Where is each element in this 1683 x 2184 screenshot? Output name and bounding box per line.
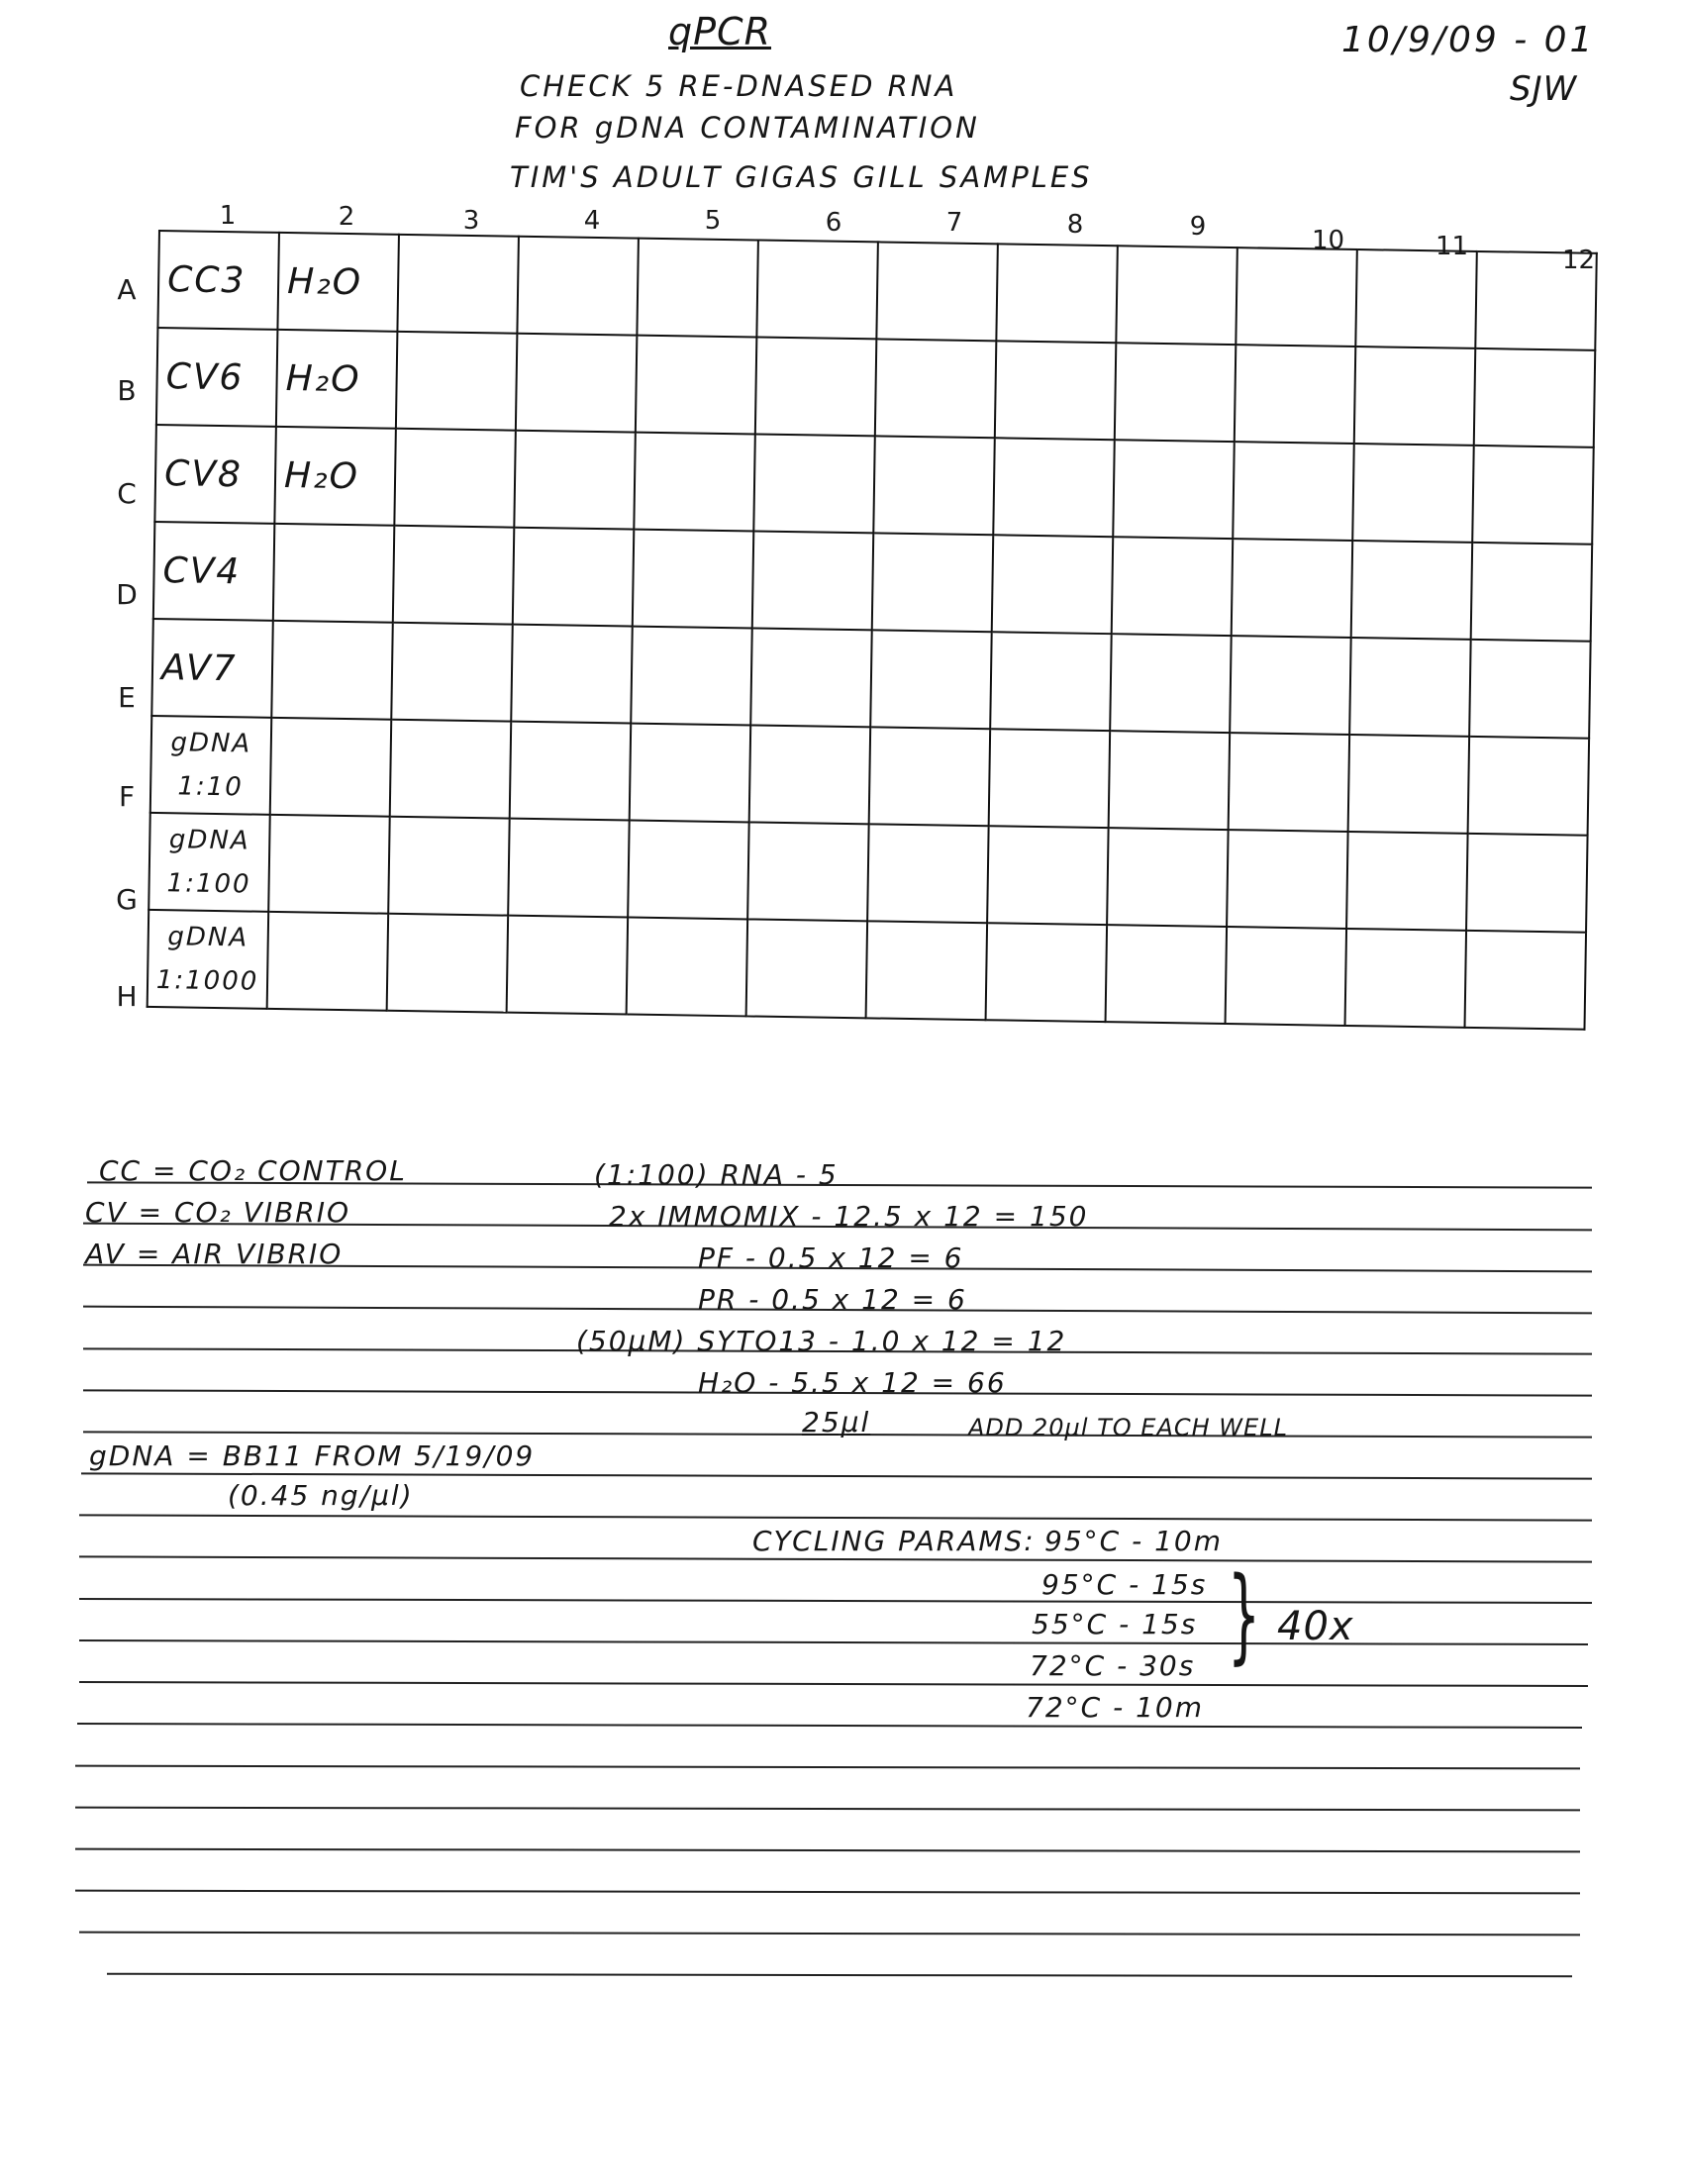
well-d8 xyxy=(992,535,1114,634)
well-a6 xyxy=(756,241,878,340)
well-f5 xyxy=(630,724,751,823)
recipe-line-5: (50μM) SYTO13 - 1.0 x 12 = 12 xyxy=(576,1325,1067,1357)
well-e3 xyxy=(391,623,513,722)
well-e6 xyxy=(750,628,872,727)
well-f12 xyxy=(1468,737,1590,836)
well-f11 xyxy=(1348,735,1470,834)
well-g9 xyxy=(1107,828,1229,927)
cycling-step-3: 55°C - 15s xyxy=(1032,1608,1198,1640)
well-d5 xyxy=(633,530,754,629)
subtitle-line-2: FOR gDNA CONTAMINATION xyxy=(515,111,980,145)
recipe-line-3: PF - 0.5 x 12 = 6 xyxy=(698,1241,964,1274)
well-f2 xyxy=(270,718,392,817)
legend-av: AV = AIR VIBRIO xyxy=(85,1238,344,1270)
well-c1: CV8 xyxy=(154,425,276,524)
column-header-2: 2 xyxy=(338,202,355,232)
ruled-line xyxy=(77,1723,1582,1729)
well-e10 xyxy=(1230,636,1351,735)
well-a5 xyxy=(637,239,758,338)
well-h1-line1: gDNA xyxy=(167,922,249,953)
recipe-line-2: 2x IMMOMIX - 12.5 x 12 = 150 xyxy=(609,1200,1089,1233)
well-b8 xyxy=(995,341,1117,440)
subtitle-line-1: CHECK 5 RE-DNASED RNA xyxy=(520,69,958,103)
cycling-repeat: 40x xyxy=(1277,1604,1354,1649)
well-f4 xyxy=(510,722,632,821)
well-h8 xyxy=(986,923,1108,1022)
column-header-5: 5 xyxy=(704,206,722,236)
date-label: 10/9/09 - 01 xyxy=(1341,20,1596,60)
well-d2 xyxy=(273,524,395,623)
column-header-10: 10 xyxy=(1312,226,1345,255)
well-c8 xyxy=(993,438,1115,537)
well-e7 xyxy=(870,630,992,729)
well-g3 xyxy=(388,817,510,916)
well-h4 xyxy=(507,916,629,1015)
cycling-step-4: 72°C - 30s xyxy=(1030,1649,1196,1682)
well-d3 xyxy=(393,526,515,625)
well-f6 xyxy=(749,725,871,824)
well-f8 xyxy=(989,729,1111,828)
well-a7 xyxy=(876,242,998,341)
well-d12 xyxy=(1471,543,1593,642)
well-c10 xyxy=(1233,442,1354,541)
well-c2: H₂O xyxy=(274,427,396,526)
plate-column-headers xyxy=(158,198,1622,275)
well-e1: AV7 xyxy=(151,619,273,718)
well-c11 xyxy=(1352,444,1474,543)
well-d4 xyxy=(513,528,635,627)
well-c4 xyxy=(514,431,636,530)
well-h9 xyxy=(1106,925,1228,1024)
well-c9 xyxy=(1113,440,1235,539)
column-header-11: 11 xyxy=(1436,232,1469,261)
well-a1: CC3 xyxy=(157,231,279,330)
well-b7 xyxy=(875,339,997,438)
well-g7 xyxy=(867,824,989,923)
recipe-instruction: ADD 20μl TO EACH WELL xyxy=(968,1414,1288,1441)
well-f1-line1: gDNA xyxy=(170,728,252,759)
well-b12 xyxy=(1474,348,1596,447)
page-title: qPCR xyxy=(668,10,771,53)
well-b1: CV6 xyxy=(156,328,278,427)
initials-label: SJW xyxy=(1510,69,1578,109)
row-header-d: D xyxy=(116,578,138,611)
well-a9 xyxy=(1116,246,1238,345)
well-f7 xyxy=(869,727,991,826)
well-d6 xyxy=(752,531,874,630)
well-b9 xyxy=(1115,343,1237,442)
well-b5 xyxy=(636,336,757,435)
column-header-4: 4 xyxy=(583,206,601,236)
well-h2 xyxy=(267,912,389,1011)
well-g4 xyxy=(508,819,630,918)
well-h5 xyxy=(627,918,748,1017)
recipe-line-4: PR - 0.5 x 12 = 6 xyxy=(698,1283,967,1316)
cycling-brace: } xyxy=(1228,1554,1261,1675)
well-h10 xyxy=(1226,927,1347,1026)
well-e5 xyxy=(631,627,752,726)
well-c5 xyxy=(634,433,755,532)
well-h12 xyxy=(1465,931,1587,1030)
well-d10 xyxy=(1232,539,1353,638)
well-g6 xyxy=(747,822,869,921)
ruled-line xyxy=(79,1639,1588,1645)
column-header-9: 9 xyxy=(1189,212,1207,242)
well-a3 xyxy=(397,235,519,334)
well-f1 xyxy=(150,716,272,815)
well-g1 xyxy=(148,813,270,912)
well-e9 xyxy=(1110,634,1232,733)
row-header-a: A xyxy=(117,273,137,306)
legend-gdna-line2: (0.45 ng/μl) xyxy=(228,1479,414,1512)
ruled-line xyxy=(75,1765,1580,1770)
well-e4 xyxy=(511,625,633,724)
well-c6 xyxy=(753,434,875,533)
ruled-line xyxy=(79,1932,1580,1936)
well-e12 xyxy=(1469,640,1591,739)
recipe-line-6: H₂O - 5.5 x 12 = 66 xyxy=(698,1366,1007,1399)
ruled-line xyxy=(75,1848,1580,1853)
well-b10 xyxy=(1235,345,1356,444)
well-c12 xyxy=(1472,446,1594,545)
well-e2 xyxy=(271,621,393,720)
well-b4 xyxy=(516,334,638,433)
well-b6 xyxy=(755,338,877,437)
row-header-b: B xyxy=(117,374,137,407)
well-a4 xyxy=(517,237,639,336)
well-g5 xyxy=(628,821,749,920)
well-a2: H₂O xyxy=(277,233,399,332)
well-d7 xyxy=(872,533,994,632)
well-e8 xyxy=(990,632,1112,731)
well-b2: H₂O xyxy=(276,330,398,429)
well-d9 xyxy=(1112,537,1234,636)
column-header-8: 8 xyxy=(1066,210,1084,240)
legend-gdna-line1: gDNA = BB11 FROM 5/19/09 xyxy=(89,1439,536,1472)
well-h1 xyxy=(148,910,269,1009)
ruled-line xyxy=(75,1890,1580,1895)
well-c3 xyxy=(394,429,516,528)
column-header-3: 3 xyxy=(462,206,480,236)
cycling-step-5: 72°C - 10m xyxy=(1026,1691,1204,1724)
row-header-c: C xyxy=(117,477,137,510)
well-b11 xyxy=(1354,347,1476,446)
row-header-e: E xyxy=(118,681,136,714)
row-header-h: H xyxy=(116,980,138,1013)
well-h1-line2: 1:1000 xyxy=(155,965,259,997)
column-header-7: 7 xyxy=(945,208,963,238)
well-d1: CV4 xyxy=(153,522,275,621)
well-g1-line2: 1:100 xyxy=(166,868,251,900)
well-c7 xyxy=(873,436,995,535)
well-a8 xyxy=(996,244,1118,343)
legend-cc: CC = CO₂ CONTROL xyxy=(99,1154,407,1187)
well-f9 xyxy=(1109,731,1231,830)
cycling-label: CYCLING PARAMS: xyxy=(752,1525,1036,1557)
well-e11 xyxy=(1349,638,1471,737)
well-g12 xyxy=(1466,834,1588,933)
well-h6 xyxy=(746,919,868,1018)
legend-cv: CV = CO₂ VIBRIO xyxy=(85,1196,351,1229)
well-a11 xyxy=(1355,249,1477,348)
recipe-line-1: (1:100) RNA - 5 xyxy=(594,1158,839,1191)
well-g2 xyxy=(268,815,390,914)
recipe-total: 25μl xyxy=(802,1406,871,1439)
well-h7 xyxy=(866,921,988,1020)
ruled-line xyxy=(107,1973,1572,1978)
well-g8 xyxy=(987,826,1109,925)
well-f10 xyxy=(1229,733,1350,832)
well-a10 xyxy=(1236,248,1357,347)
ruled-line xyxy=(79,1681,1588,1687)
well-g1-line1: gDNA xyxy=(168,825,250,856)
cycling-step-2: 95°C - 15s xyxy=(1041,1568,1208,1601)
well-h3 xyxy=(387,914,509,1013)
well-f1-line2: 1:10 xyxy=(177,771,245,803)
row-header-f: F xyxy=(118,780,136,813)
cycling-step-1: 95°C - 10m xyxy=(1044,1525,1223,1557)
ruled-line xyxy=(79,1514,1592,1521)
well-h11 xyxy=(1345,929,1467,1028)
ruled-line xyxy=(75,1807,1580,1812)
well-b3 xyxy=(396,332,518,431)
plate-grid xyxy=(147,230,1598,1031)
column-header-12: 12 xyxy=(1562,246,1596,275)
subtitle-line-3: TIM'S ADULT GIGAS GILL SAMPLES xyxy=(510,160,1093,194)
ruled-line xyxy=(79,1598,1592,1604)
column-header-1: 1 xyxy=(219,201,237,231)
well-g11 xyxy=(1346,832,1468,931)
well-a12 xyxy=(1475,251,1597,350)
column-header-6: 6 xyxy=(825,208,842,238)
row-header-g: G xyxy=(116,883,138,916)
well-g10 xyxy=(1227,830,1348,929)
well-f3 xyxy=(390,720,512,819)
well-d11 xyxy=(1351,541,1473,640)
